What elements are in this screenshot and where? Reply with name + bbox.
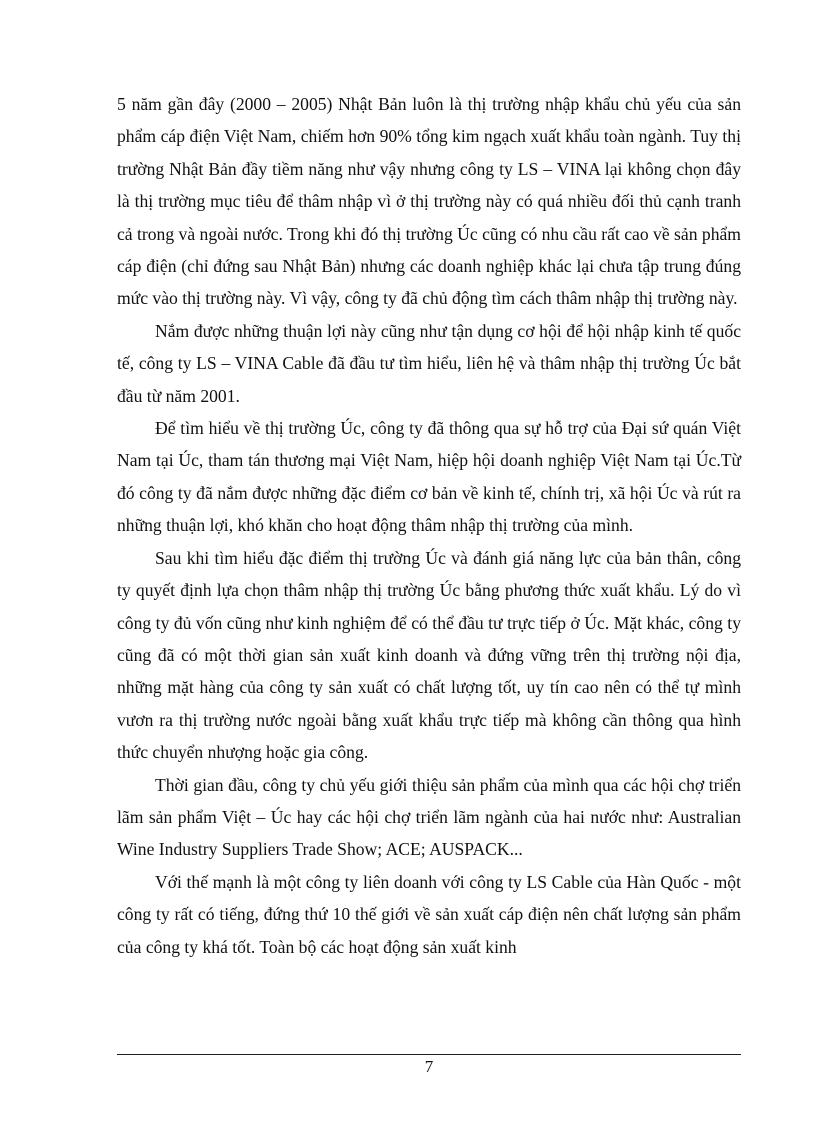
paragraph-1: 5 năm gần đây (2000 – 2005) Nhật Bản luôn là thị trường nhập khẩu chủ yếu của sản phẩm cáp điện Việt Nam, chiếm hơn 90% tổng kim ngạch xuất khẩu toàn ngành. Tuy thị trường Nhật Bản đầy tiềm năng như vậy nhưng công ty LS – VINA lại không chọn đây là thị trường mục tiêu để thâm nhập vì ở thị trường này có quá nhiều đối thủ cạnh tranh cả trong và ngoài nước. Trong khi đó thị trường Úc cũng có nhu cầu rất cao về sản phẩm cáp điện (chỉ đứng sau Nhật Bản) nhưng các doanh nghiệp khác lại chưa tập trung đúng mức vào thị trường này. Vì vậy, công ty đã chủ động tìm cách thâm nhập thị trường này. <box>117 94 741 309</box>
paragraph-6: Với thế mạnh là một công ty liên doanh với công ty LS Cable của Hàn Quốc - một công ty rất có tiếng, đứng thứ 10 thế giới về sản xuất cáp điện nên chất lượng sản phẩm của công ty khá tốt. Toàn bộ các hoạt động sản xuất kinh <box>117 871 741 957</box>
body-text <box>117 88 741 963</box>
paragraph-2: Nắm được những thuận lợi này cũng như tận dụng cơ hội để hội nhập kinh tế quốc tế, công ty LS – VINA Cable đã đầu tư tìm hiểu, liên hệ và thâm nhập thị trường Úc bắt đầu từ năm 2001. <box>117 320 741 406</box>
paragraph-4: Sau khi tìm hiểu đặc điểm thị trường Úc và đánh giá năng lực của bản thân, công ty quyết định lựa chọn thâm nhập thị trường Úc bằng phương thức xuất khẩu. Lý do vì công ty đủ vốn cũng như kinh nghiệm để có thể đầu tư trực tiếp ở Úc. Mặt khác, công ty cũng đã có một thời gian sản xuất kinh doanh và đứng vững trên thị trường nội địa, những mặt hàng của công ty sản xuất có chất lượng tốt, uy tín cao nên có thể tự mình vươn ra thị trường nước ngoài bằng xuất khẩu trực tiếp mà không cần thông qua hình thức chuyển nhượng hoặc gia công. <box>117 547 741 763</box>
page-number: 7 <box>424 1057 434 1076</box>
paragraph-3: Để tìm hiểu về thị trường Úc, công ty đã thông qua sự hỗ trợ của Đại sứ quán Việt Nam tại Úc, tham tán thương mại Việt Nam, hiệp hội doanh nghiệp Việt Nam tại Úc.Từ đó công ty đã nắm được những đặc điểm cơ bản về kinh tế, chính trị, xã hội Úc và rút ra những thuận lợi, khó khăn cho hoạt động thâm nhập thị trường của mình. <box>117 418 741 536</box>
paragraph-5: Thời gian đầu, công ty chủ yếu giới thiệu sản phẩm của mình qua các hội chợ triển lãm sản phẩm Việt – Úc hay các hội chợ triển lãm ngành của hai nước như: Australian Wine Industry Suppliers Trade Show; ACE; AUSPACK... <box>117 774 741 860</box>
footer-divider <box>117 1054 741 1055</box>
